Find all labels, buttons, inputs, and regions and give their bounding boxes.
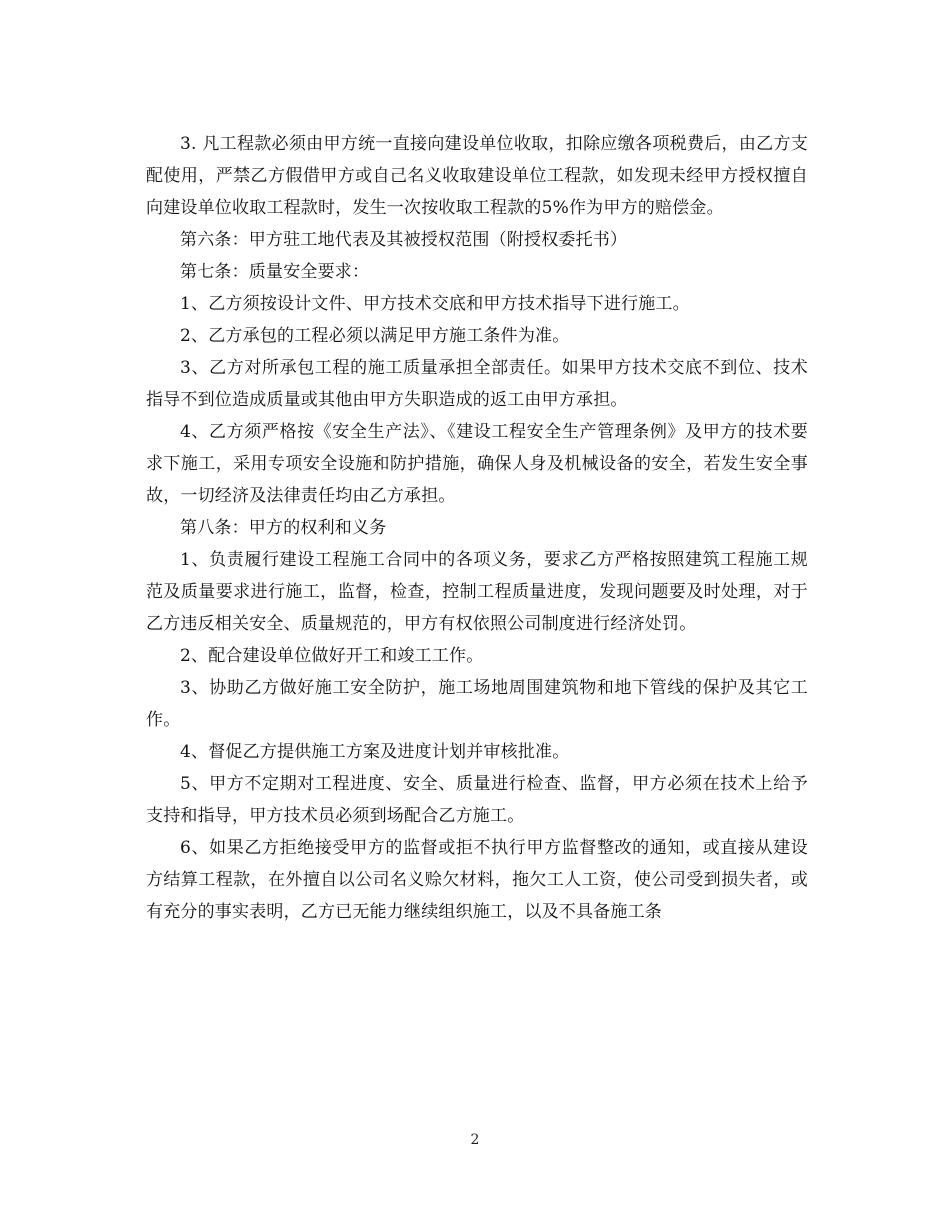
paragraph-article-8: 第八条：甲方的权利和义务 xyxy=(180,518,387,538)
paragraph-quality-2: 2、乙方承包的工程必须以满足甲方施工条件为准。 xyxy=(180,326,570,346)
paragraph-party-a-2: 2、配合建设单位做好开工和竣工工作。 xyxy=(180,646,484,666)
paragraph-quality-1: 1、乙方须按设计文件、甲方技术交底和甲方技术指导下进行施工。 xyxy=(180,294,690,314)
paragraph-party-a-4: 4、督促乙方提供施工方案及进度计划并审核批准。 xyxy=(180,742,570,762)
paragraph-party-a-5: 5、甲方不定期对工程进度、安全、质量进行检查、监督，甲方必须在技术上给予支持和指导，甲方技术员必须到场配合乙方施工。 xyxy=(146,774,808,826)
paragraph-party-a-1: 1、负责履行建设工程施工合同中的各项义务，要求乙方严格按照建筑工程施工规范及质量要求进行施工，监督，检查，控制工程质量进度，发现问题要及时处理，对于乙方违反相关安全、质量规范的，甲方有权依照公司制度进行经济处罚。 xyxy=(146,550,808,634)
paragraph-payment-clause: 3. 凡工程款必须由甲方统一直接向建设单位收取，扣除应缴各项税费后，由乙方支配使用，严禁乙方假借甲方或自己名义收取建设单位工程款，如发现未经甲方授权擅自向建设单位收取工程款时，发生一次按收取工程款的5%作为甲方的赔偿金。 xyxy=(146,134,808,218)
paragraph-article-6: 第六条：甲方驻工地代表及其被授权范围（附授权委托书） xyxy=(180,230,628,250)
paragraph-party-a-3: 3、协助乙方做好施工安全防护，施工场地周围建筑物和地下管线的保护及其它工作。 xyxy=(146,678,808,730)
paragraph-quality-4: 4、乙方须严格按《安全生产法》、《建设工程安全生产管理条例》及甲方的技术要求下施工，采用专项安全设施和防护措施，确保人身及机械设备的安全，若发生安全事故，一切经济及法律责任均由乙方承担。 xyxy=(146,422,808,506)
document-body xyxy=(146,128,808,928)
paragraph-article-7: 第七条：质量安全要求： xyxy=(180,262,370,282)
paragraph-quality-3: 3、乙方对所承包工程的施工质量承担全部责任。如果甲方技术交底不到位、技术指导不到位造成质量或其他由甲方失职造成的返工由甲方承担。 xyxy=(146,358,808,410)
paragraph-party-a-6: 6、如果乙方拒绝接受甲方的监督或拒不执行甲方监督整改的通知，或直接从建设方结算工程款，在外擅自以公司名义赊欠材料，拖欠工人工资，使公司受到损失者，或有充分的事实表明，乙方已无能力继续组织施工，以及不具备施工条 xyxy=(146,838,808,922)
page-number: 2 xyxy=(470,1132,480,1148)
